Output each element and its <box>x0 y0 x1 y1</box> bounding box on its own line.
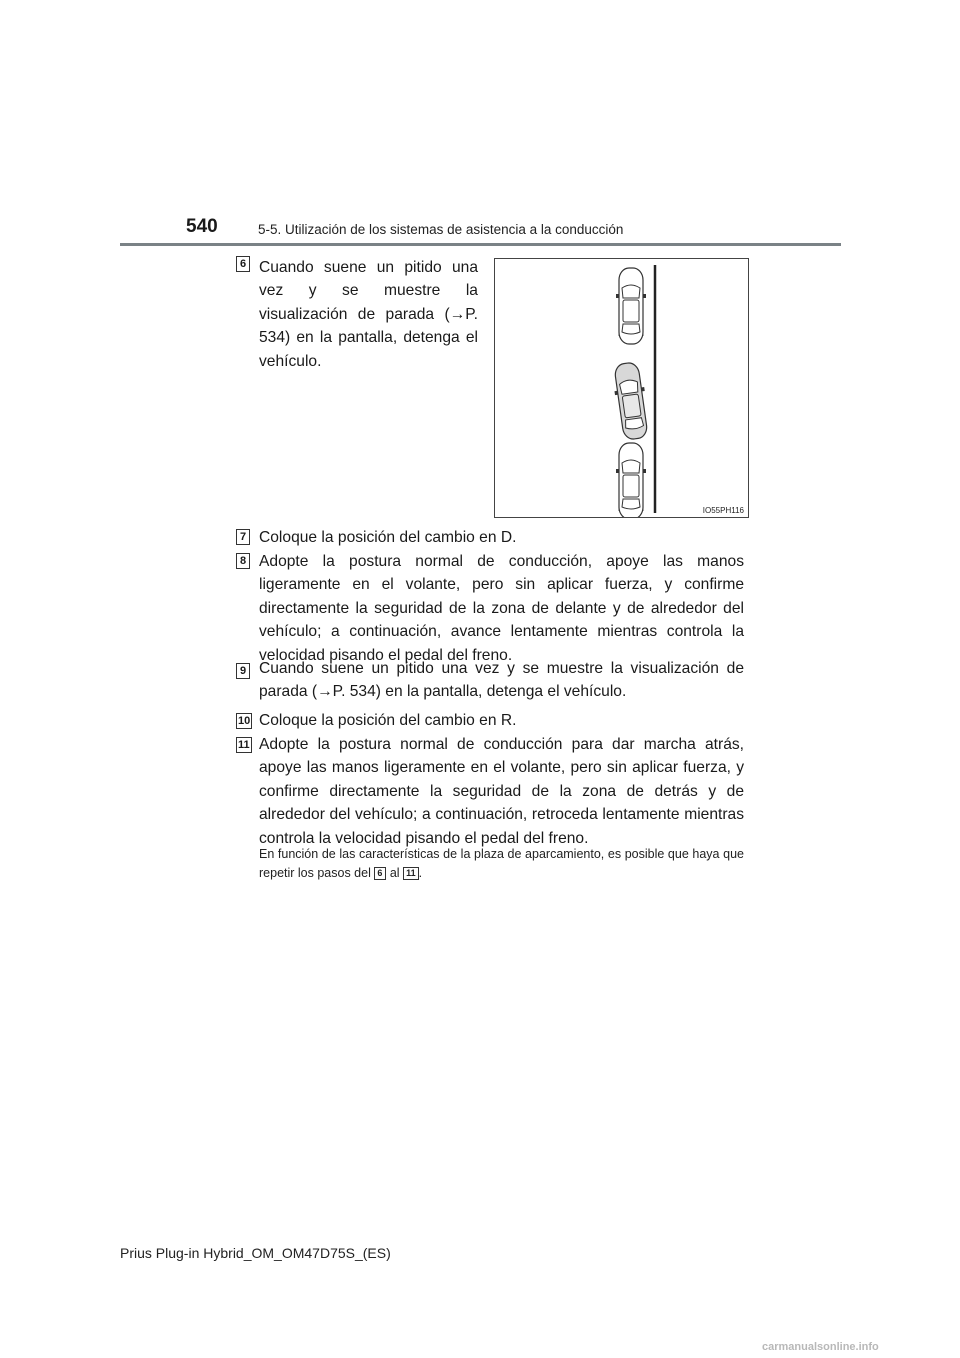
section-title: 5-5. Utilización de los sistemas de asistencia a la conducción <box>258 222 624 237</box>
parking-diagram <box>495 259 748 517</box>
step-number-9: 9 <box>236 663 250 679</box>
step-number-7: 7 <box>236 529 250 545</box>
note-step-to: 11 <box>403 867 419 880</box>
step-number-11: 11 <box>238 739 250 751</box>
note-before: En función de las características de la plaza de aparcamiento, es posible que haya que repetir los pasos del <box>259 847 744 880</box>
watermark: carmanualsonline.info <box>762 1341 879 1353</box>
step-text-9: Cuando suene un pitido una vez y se muestre la visualización de parada (→P. 534) en la pantalla, detenga el vehículo. <box>259 660 744 701</box>
note-after: . <box>418 866 423 880</box>
note-middle: al <box>389 866 400 880</box>
footer-title: Prius Plug-in Hybrid_OM_OM47D75S_(ES) <box>120 1245 391 1261</box>
step-text-6: Cuando suene un pitido una vez y se muestre la visualización de parada (→P. 534) en la pantalla, detenga el vehículo. <box>259 259 478 370</box>
note-step-from: 6 <box>374 867 386 880</box>
step-text-7: Coloque la posición del cambio en D. <box>259 529 517 546</box>
figure-code: IO55PH116 <box>702 506 744 515</box>
page-number: 540 <box>186 216 218 237</box>
header-rule <box>120 243 841 246</box>
step-number-10: 10 <box>238 715 251 727</box>
step-text-8: Adopte la postura normal de conducción, apoye las manos ligeramente en el volante, pero sin aplicar fuerza, y confirme directamente la seguridad de la zona de delante y de alrededor del vehículo; a continuación, avance lentamente mientras controla la velocidad pisando el pedal del freno. <box>259 553 744 664</box>
step-text-11: Adopte la postura normal de conducción para dar marcha atrás, apoye las manos ligeramente en el volante, pero sin aplicar fuerza, y confirme directamente la seguridad de la zona de detrás y de alrededor del vehículo; a continuación, retroceda lentamente mientras controla la velocidad pisando el pedal del freno. <box>259 736 744 847</box>
parking-illustration <box>494 258 749 518</box>
step-text-10: Coloque la posición del cambio en R. <box>259 712 517 729</box>
step-number-6: 6 <box>236 256 250 272</box>
step-number-8: 8 <box>236 553 250 569</box>
note-text <box>259 845 744 883</box>
